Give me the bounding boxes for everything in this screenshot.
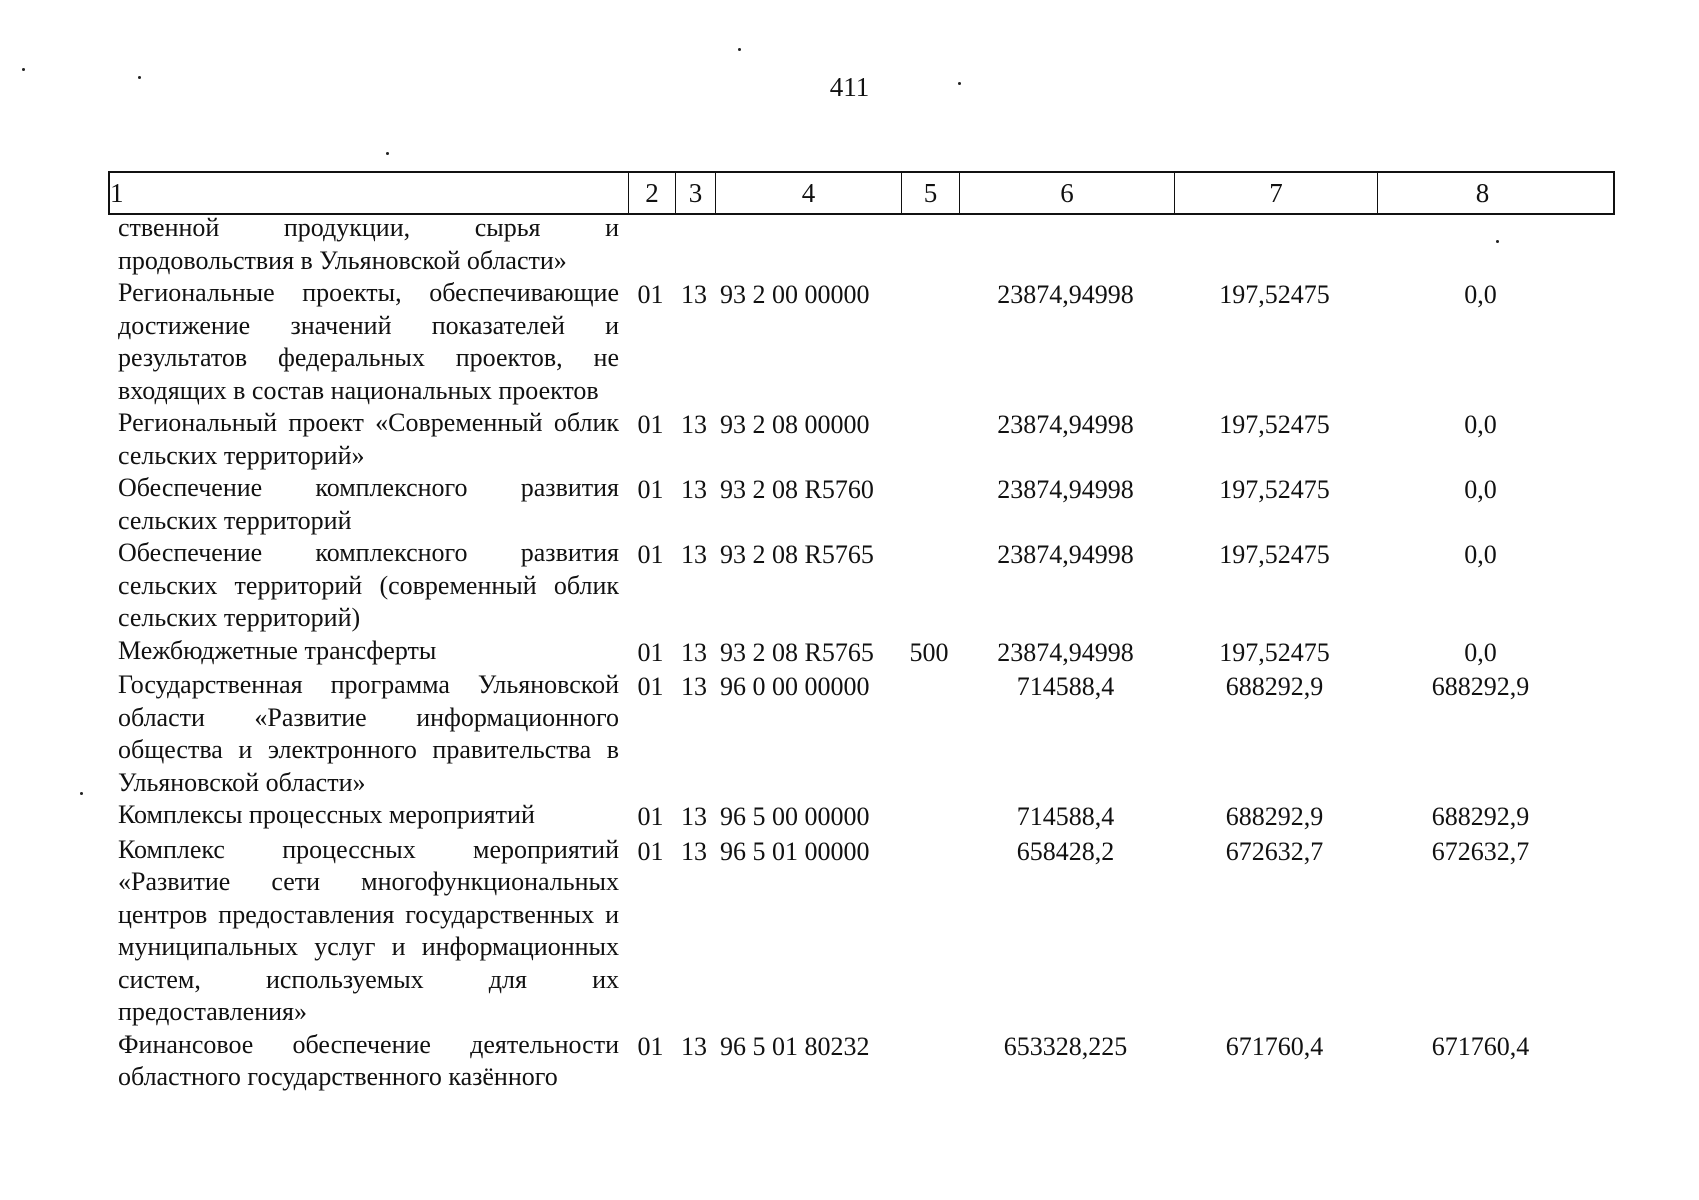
table-row [108, 1029, 1615, 1094]
row-value-7: 672632,7 [1225, 836, 1324, 866]
row-value-7: 197,52475 [1219, 475, 1330, 504]
row-value-6: 23874,94998 [997, 637, 1134, 667]
row-csr: 93 2 08 R5760 [720, 475, 874, 504]
row-csr: 96 5 01 80232 [720, 1031, 870, 1061]
row-name: Межбюджетные трансферты [118, 635, 437, 665]
row-name: Региональные проекты, обеспечивающие достижение значений показателей и результатов федеральных проектов, не входящих в состав национальных проектов [118, 278, 619, 405]
row-value-7: 688292,9 [1225, 672, 1324, 701]
row-vr [900, 407, 958, 472]
table-header [108, 171, 1615, 215]
row-rz: 01 [637, 637, 664, 667]
page-number: 411 [829, 72, 870, 102]
row-value-7: 197,52475 [1219, 540, 1330, 569]
row-vr [900, 212, 958, 277]
table-row [108, 277, 1615, 407]
header-col-6: 6 [960, 173, 1175, 213]
row-vr [900, 537, 958, 635]
header-col-4: 4 [716, 173, 902, 213]
header-col-3: 3 [676, 173, 716, 213]
row-value-6: 23874,94998 [997, 475, 1134, 504]
row-value-7: 671760,4 [1225, 1031, 1324, 1061]
row-csr: 93 2 08 R5765 [720, 540, 874, 569]
row-rz: 01 [637, 540, 664, 569]
row-value-8: 672632,7 [1431, 836, 1530, 866]
row-rz: 01 [637, 475, 664, 504]
row-value-8: 0,0 [1464, 475, 1497, 504]
row-value-6: 653328,225 [1003, 1031, 1128, 1061]
row-value-8: 671760,4 [1431, 1031, 1530, 1061]
table-row [108, 635, 1615, 670]
row-value-8 [1376, 212, 1585, 277]
row-value-6 [958, 212, 1173, 277]
row-name: Комплексы процессных мероприятий [118, 800, 535, 829]
row-pr: 13 [681, 280, 707, 309]
row-value-8: 0,0 [1464, 280, 1497, 309]
row-name: ственной продукции, сырья и продовольствия в Ульяновской области» [118, 213, 619, 275]
row-pr: 13 [681, 475, 707, 504]
scan-speck [80, 792, 83, 795]
row-csr: 96 0 00 00000 [720, 672, 870, 701]
row-csr: 96 5 00 00000 [720, 802, 870, 831]
row-vr [900, 277, 958, 407]
row-rz: 01 [637, 836, 664, 866]
table-row [108, 834, 1615, 1029]
row-name: Региональный проект «Современный облик сельских территорий» [118, 408, 619, 470]
row-rz [627, 212, 674, 277]
row-rz: 01 [637, 802, 664, 831]
row-pr: 13 [681, 1031, 707, 1061]
row-rz: 01 [637, 672, 664, 701]
row-value-8: 0,0 [1464, 540, 1497, 569]
table-row [108, 472, 1615, 537]
header-col-2: 2 [629, 173, 676, 213]
row-rz: 01 [637, 280, 664, 309]
row-value-7 [1173, 212, 1376, 277]
scan-speck [738, 48, 741, 51]
table-row [108, 669, 1615, 799]
row-value-6: 23874,94998 [997, 280, 1134, 309]
row-value-8: 688292,9 [1431, 802, 1530, 831]
row-name: Финансовое обеспечение деятельности областного государственного казённого [118, 1029, 619, 1091]
row-value-6: 23874,94998 [997, 410, 1134, 439]
row-name: Комплекс процессных мероприятий «Развитие сети многофункциональных центров предоставления государственных и муниципальных услуг и информационных систем, используемых для их предоставления» [118, 834, 619, 1026]
scan-speck [958, 82, 961, 85]
table-body [108, 212, 1615, 1094]
header-col-7: 7 [1175, 173, 1378, 213]
row-name: Обеспечение комплексного развития сельских территорий [118, 473, 619, 535]
row-value-7: 197,52475 [1219, 410, 1330, 439]
row-csr: 93 2 08 R5765 [720, 637, 874, 667]
row-value-6: 714588,4 [1016, 802, 1115, 831]
row-value-8: 0,0 [1464, 637, 1497, 667]
row-value-6: 714588,4 [1016, 672, 1115, 701]
scan-speck [138, 76, 141, 79]
header-col-1: 1 [110, 173, 629, 213]
row-csr: 93 2 08 00000 [720, 410, 870, 439]
row-value-7: 688292,9 [1225, 802, 1324, 831]
row-vr [900, 834, 958, 1029]
row-rz: 01 [637, 410, 664, 439]
row-vr [900, 472, 958, 537]
row-value-7: 197,52475 [1219, 637, 1330, 667]
table-row [108, 407, 1615, 472]
scan-speck [386, 152, 389, 155]
table-row [108, 799, 1615, 834]
row-pr: 13 [681, 540, 707, 569]
row-vr [900, 1029, 958, 1094]
row-value-6: 658428,2 [1016, 836, 1115, 866]
row-pr: 13 [681, 836, 707, 866]
row-csr: 96 5 01 00000 [720, 836, 870, 866]
row-value-6: 23874,94998 [997, 540, 1134, 569]
row-rz: 01 [637, 1031, 664, 1061]
row-vr [900, 669, 958, 799]
row-vr [900, 799, 958, 834]
header-col-8: 8 [1475, 178, 1490, 208]
row-pr [674, 212, 714, 277]
row-pr: 13 [681, 410, 707, 439]
row-pr: 13 [681, 672, 707, 701]
row-vr: 500 [909, 637, 949, 667]
row-value-8: 0,0 [1464, 410, 1497, 439]
row-pr: 13 [681, 802, 707, 831]
table-row [108, 537, 1615, 635]
scan-speck [22, 68, 25, 71]
row-pr: 13 [681, 637, 707, 667]
row-name: Государственная программа Ульяновской области «Развитие информационного общества и электронного правительства в Ульяновской области» [118, 670, 619, 797]
row-value-8: 688292,9 [1431, 672, 1530, 701]
row-name: Обеспечение комплексного развития сельских территорий (современный облик сельских территорий) [118, 538, 619, 632]
row-csr: 93 2 00 00000 [720, 280, 870, 309]
header-col-5: 5 [902, 173, 960, 213]
table-row [108, 212, 1615, 277]
row-value-7: 197,52475 [1219, 280, 1330, 309]
row-csr [714, 212, 900, 277]
